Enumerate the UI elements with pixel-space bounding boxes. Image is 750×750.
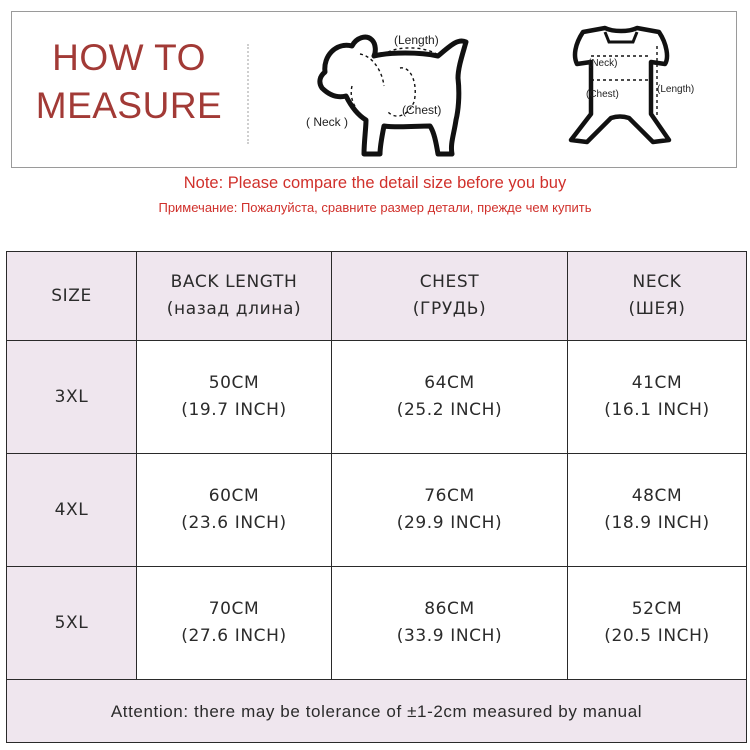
column-header-back-length-label: BACK LENGTH [170, 272, 298, 292]
neck-inch: (18.9 INCH) [604, 513, 710, 533]
neck-inch: (20.5 INCH) [604, 626, 710, 646]
back-length-cell [137, 567, 332, 680]
back-length-inch: (27.6 INCH) [181, 626, 287, 646]
back-length-cm: 70CM [208, 599, 260, 619]
table-row [7, 567, 747, 680]
suit-chest-label: (Chest) [586, 89, 619, 100]
compare-size-note: Note: Please compare the detail size before you buy [183, 174, 567, 192]
neck-cm: 52CM [631, 599, 683, 619]
neck-cell [568, 454, 747, 567]
chest-inch: (25.2 INCH) [396, 400, 503, 420]
back-length-inch: (23.6 INCH) [181, 513, 287, 533]
back-length-cell [137, 454, 332, 567]
suit-neck-label: (Neck) [588, 58, 618, 69]
compare-size-note-russian: Примечание: Пожалуйста, сравните размер детали, прежде чем купить [158, 200, 592, 215]
column-header-neck [568, 252, 747, 341]
neck-cm: 48CM [631, 486, 683, 506]
column-header-back-length [137, 252, 332, 341]
dog-chest-label: (Chest) [402, 103, 442, 117]
table-header-row [7, 252, 747, 341]
size-cell: 3XL [7, 341, 137, 454]
title-line-2: MEASURE [35, 85, 223, 126]
size-cell: 4XL [7, 454, 137, 567]
back-length-cell [137, 341, 332, 454]
column-header-neck-russian: (ШЕЯ) [628, 299, 686, 319]
suit-length-label: (Length) [657, 84, 695, 95]
chest-cell [332, 567, 568, 680]
column-header-size [7, 252, 137, 341]
column-header-chest [332, 252, 568, 341]
dog-outline-icon [290, 16, 490, 166]
table-footer-row [7, 680, 747, 743]
column-header-chest-russian: (ГРУДЬ) [412, 299, 487, 319]
table-row [7, 341, 747, 454]
dog-neck-label: ( Neck ) [306, 115, 348, 129]
neck-inch: (16.1 INCH) [604, 400, 710, 420]
back-length-inch: (19.7 INCH) [181, 400, 287, 420]
tolerance-note: Attention: there may be tolerance of ±1-2cm measured by manual [7, 680, 747, 743]
column-header-size-label: SIZE [51, 285, 92, 306]
chest-cm: 64CM [424, 373, 475, 393]
neck-cell [568, 341, 747, 454]
table-row [7, 454, 747, 567]
column-header-neck-label: NECK [632, 272, 682, 292]
column-header-back-length-russian: (назад длина) [166, 299, 302, 319]
back-length-cm: 50CM [208, 373, 260, 393]
title-line-1: HOW TO [52, 37, 206, 78]
dog-suit-outline-icon [535, 18, 715, 148]
how-to-measure-title [24, 34, 234, 130]
chest-cm: 76CM [424, 486, 475, 506]
size-chart-table [6, 251, 747, 743]
back-length-cm: 60CM [208, 486, 260, 506]
chest-cell [332, 454, 568, 567]
chest-inch: (29.9 INCH) [396, 513, 503, 533]
column-header-chest-label: CHEST [419, 272, 480, 292]
chest-inch: (33.9 INCH) [396, 626, 503, 646]
chest-cell [332, 341, 568, 454]
dotted-separator [247, 44, 249, 144]
neck-cell [568, 567, 747, 680]
chest-cm: 86CM [424, 599, 475, 619]
neck-cm: 41CM [631, 373, 683, 393]
size-cell: 5XL [7, 567, 137, 680]
dog-length-label: (Length) [394, 33, 439, 47]
